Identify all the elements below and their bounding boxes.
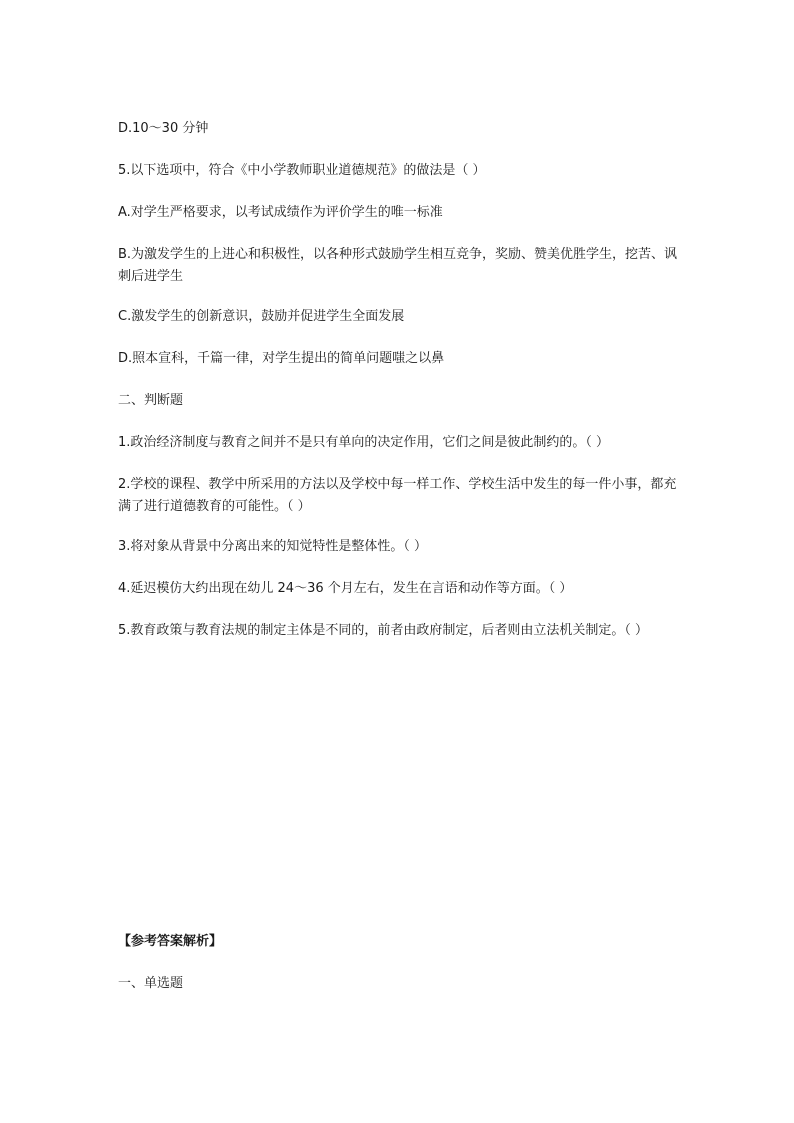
- judgment-item-3: 3.将对象从背景中分离出来的知觉特性是整体性。（ ）: [118, 539, 428, 554]
- section-title-judgment: 二、判断题: [118, 393, 184, 408]
- judgment-item-1: 1.政治经济制度与教育之间并不是只有单向的决定作用，它们之间是彼此制约的。（ ）: [118, 435, 610, 450]
- answer-heading: 【参考答案解析】: [118, 934, 223, 949]
- question-5-option-c: C.激发学生的创新意识，鼓励并促进学生全面发展: [118, 309, 405, 324]
- question-5-stem: 5.以下选项中，符合《中小学教师职业道德规范》的做法是（ ）: [118, 163, 486, 178]
- question-5-option-b: B.为激发学生的上进心和积极性，以各种形式鼓励学生相互竞争，奖励、赞美优胜学生，挖苦、讽刺后进学生: [118, 247, 678, 284]
- question-5-option-a: A.对学生严格要求，以考试成绩作为评价学生的唯一标准: [118, 205, 443, 220]
- judgment-item-4: 4.延迟模仿大约出现在幼儿 24～36 个月左右，发生在言语和动作等方面。（ ）: [118, 581, 573, 596]
- judgment-item-2: 2.学校的课程、教学中所采用的方法以及学校中每一样工作、学校生活中发生的每一件小事，都充满了进行道德教育的可能性。（ ）: [118, 477, 677, 514]
- option-d-previous: D.10～30 分钟: [118, 121, 209, 136]
- judgment-item-5: 5.教育政策与教育法规的制定主体是不同的，前者由政府制定，后者则由立法机关制定。（ ）: [118, 623, 649, 638]
- question-5-option-d: D.照本宣科，千篇一律，对学生提出的简单问题嗤之以鼻: [118, 351, 445, 366]
- answer-section-title: 一、单选题: [118, 976, 184, 991]
